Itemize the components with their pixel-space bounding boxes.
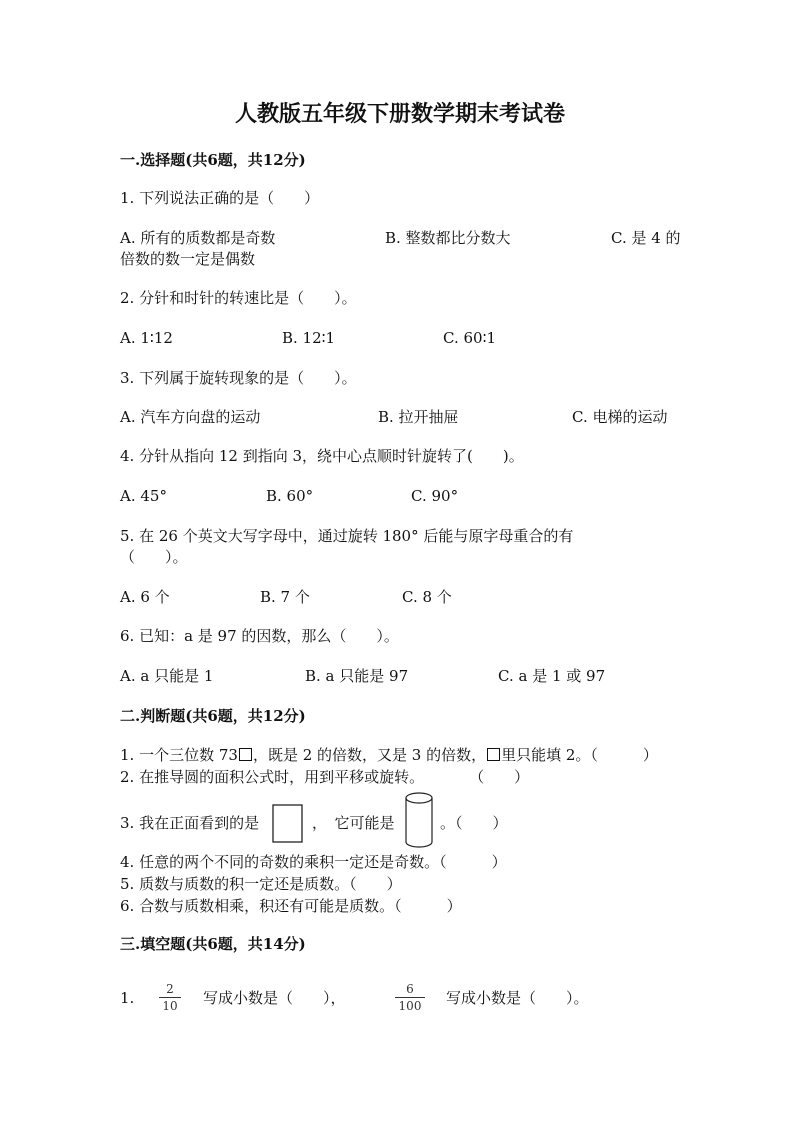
question-4-option-a: A. 45° bbox=[120, 487, 167, 505]
fill-1-text-a: 写成小数是（ ）， bbox=[203, 989, 346, 1007]
question-3-option-b: B. 拉开抽屉 bbox=[378, 408, 459, 426]
question-1-option-a: A. 所有的质数都是奇数 bbox=[120, 229, 276, 247]
question-6-option-b: B. a 只能是 97 bbox=[305, 667, 409, 685]
page-title: 人教版五年级下册数学期末考试卷 bbox=[234, 101, 565, 127]
judgement-3-text-a: 3. 我在正面看到的是 bbox=[120, 814, 260, 832]
question-2-stem: 2. 分针和时针的转速比是（ ）。 bbox=[120, 289, 357, 307]
question-5-stem-continued: （ ）。 bbox=[120, 548, 188, 566]
question-1-option-c-continued: 倍数的数一定是偶数 bbox=[120, 250, 256, 268]
question-6-option-c: C. a 是 1 或 97 bbox=[498, 667, 606, 685]
judgement-4: 4. 任意的两个不同的奇数的乘积一定还是奇数。（ ） bbox=[120, 853, 507, 871]
question-5-option-c: C. 8 个 bbox=[402, 588, 452, 606]
question-4-stem: 4. 分针从指向 12 到指向 3，绕中心点顺时针旋转了( )。 bbox=[120, 447, 524, 465]
cylinder-icon bbox=[404, 791, 436, 851]
judgement-1-text-c: 里只能填 2。（ ） bbox=[501, 746, 658, 764]
square-front-view-icon bbox=[272, 804, 304, 844]
judgement-2: 2. 在推导圆的面积公式时，用到平移或旋转。 （ ） bbox=[120, 768, 530, 786]
fraction-denominator: 10 bbox=[162, 999, 178, 1013]
question-5-option-b: B. 7 个 bbox=[260, 588, 310, 606]
blank-square-icon bbox=[487, 748, 500, 761]
fraction-2-10 bbox=[159, 982, 181, 1013]
question-4-option-b: B. 60° bbox=[266, 487, 314, 505]
question-2-option-a: A. 1∶12 bbox=[120, 329, 173, 347]
judgement-1 bbox=[120, 745, 658, 765]
question-2-option-b: B. 12∶1 bbox=[282, 329, 336, 347]
judgement-5: 5. 质数与质数的积一定还是质数。（ ） bbox=[120, 875, 402, 893]
fraction-bar bbox=[159, 997, 181, 998]
question-6-stem: 6. 已知：a 是 97 的因数，那么（ ）。 bbox=[120, 627, 399, 645]
judgement-6: 6. 合数与质数相乘，积还有可能是质数。（ ） bbox=[120, 897, 462, 915]
question-3-option-c: C. 电梯的运动 bbox=[572, 408, 668, 426]
fraction-numerator: 2 bbox=[166, 982, 174, 996]
question-4-option-c: C. 90° bbox=[411, 487, 459, 505]
judgement-3-text-b: ， 它可能是 bbox=[312, 814, 395, 832]
fraction-denominator: 100 bbox=[398, 999, 422, 1013]
fraction-6-100 bbox=[395, 982, 425, 1013]
blank-square-icon bbox=[239, 748, 252, 761]
judgement-1-text-a: 1. 一个三位数 73 bbox=[120, 746, 238, 764]
fraction-numerator: 6 bbox=[406, 982, 414, 996]
fill-1-text-b: 写成小数是（ ）。 bbox=[446, 989, 589, 1007]
question-1-stem: 1. 下列说法正确的是（ ） bbox=[120, 189, 320, 207]
section-heading-fill-in: 三.填空题(共6题，共14分) bbox=[120, 935, 306, 953]
section-heading-choice: 一.选择题(共6题，共12分) bbox=[120, 151, 306, 169]
question-5-stem: 5. 在 26 个英文大写字母中，通过旋转 180° 后能与原字母重合的有 bbox=[120, 527, 574, 545]
fraction-bar bbox=[395, 997, 425, 998]
question-3-option-a: A. 汽车方向盘的运动 bbox=[120, 408, 261, 426]
question-3-stem: 3. 下列属于旋转现象的是（ ）。 bbox=[120, 369, 357, 387]
fill-1-number: 1. bbox=[120, 989, 135, 1007]
judgement-3-text-c: 。（ ） bbox=[440, 814, 508, 832]
question-1-option-c: C. 是 4 的 bbox=[611, 229, 681, 247]
question-1-option-b: B. 整数都比分数大 bbox=[385, 229, 511, 247]
question-5-option-a: A. 6 个 bbox=[120, 588, 170, 606]
question-6-option-a: A. a 只能是 1 bbox=[120, 667, 214, 685]
section-heading-judgement: 二.判断题(共6题，共12分) bbox=[120, 707, 306, 725]
judgement-1-text-b: ，既是 2 的倍数，又是 3 的倍数， bbox=[252, 746, 487, 764]
question-2-option-c: C. 60∶1 bbox=[443, 329, 497, 347]
